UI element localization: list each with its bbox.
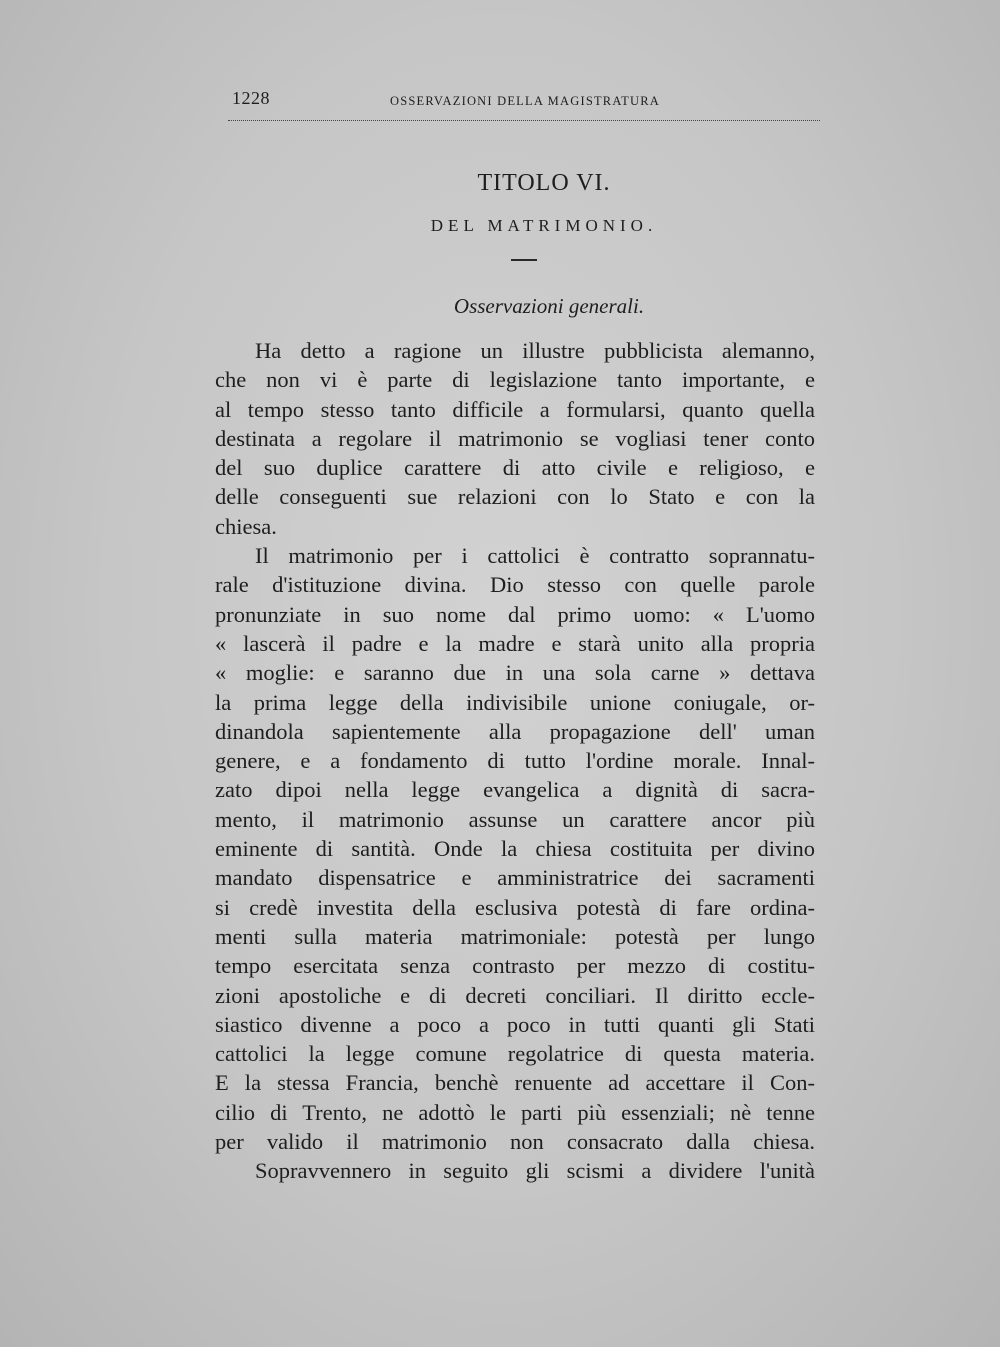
title-separator	[511, 259, 537, 261]
text-line: pronunziate in suo nome dal primo uomo: « L'uomo	[215, 601, 815, 627]
text-line: E la stessa Francia, benchè renuente ad accettare il Con-	[215, 1070, 815, 1096]
text-line: « lascerà il padre e la madre e starà unito alla propria	[215, 630, 815, 656]
text-line: la prima legge della indivisibile unione coniugale, or-	[215, 689, 815, 715]
chapter-subtitle: DEL MATRIMONIO.	[430, 216, 658, 235]
text-line: destinata a regolare il matrimonio se vogliasi tener conto	[215, 425, 815, 451]
section-heading: Osservazioni generali.	[453, 294, 645, 318]
text-line: cattolici la legge comune regolatrice di questa materia.	[215, 1041, 815, 1067]
text-line: zioni apostoliche e di decreti conciliari. Il diritto eccle-	[215, 982, 815, 1008]
running-title: OSSERVAZIONI DELLA MAGISTRATURA	[390, 94, 661, 108]
text-line: genere, e a fondamento di tutto l'ordine morale. Innal-	[215, 748, 815, 774]
body-text	[215, 336, 815, 1186]
text-line: cilio di Trento, ne adottò le parti più essenziali; nè tenne	[215, 1099, 815, 1125]
text-line: mento, il matrimonio assunse un carattere ancor più	[215, 806, 815, 832]
page-number: 1228	[232, 88, 270, 108]
text-line: Il matrimonio per i cattolici è contratto soprannatu-	[255, 543, 815, 569]
running-header	[228, 84, 820, 114]
text-line: zato dipoi nella legge evangelica a dignità di sacra-	[215, 777, 815, 803]
text-line: tempo esercitata senza contrasto per mezzo di costitu-	[215, 953, 815, 979]
text-line: siastico divenne a poco a poco in tutti quanti gli Stati	[215, 1011, 815, 1037]
text-line: chiesa.	[215, 513, 277, 539]
text-line: mandato dispensatrice e amministratrice dei sacramenti	[215, 865, 815, 891]
text-line: si credè investita della esclusiva potestà di fare ordina-	[215, 894, 815, 920]
text-line: eminente di santità. Onde la chiesa costituita per divino	[215, 836, 815, 862]
text-line: Ha detto a ragione un illustre pubblicista alemanno,	[255, 338, 815, 363]
text-line: Sopravvennero in seguito gli scismi a dividere l'unità	[255, 1158, 815, 1184]
text-line: al tempo stesso tanto difficile a formularsi, quanto quella	[215, 396, 815, 422]
chapter-title: TITOLO VI.	[477, 170, 611, 196]
text-line: del suo duplice carattere di atto civile e religioso, e	[215, 455, 815, 481]
text-line: che non vi è parte di legislazione tanto importante, e	[215, 367, 815, 393]
text-line: delle conseguenti sue relazioni con lo Stato e con la	[215, 484, 815, 510]
text-line: « moglie: e saranno due in una sola carne » dettava	[215, 660, 815, 686]
header-rule	[228, 120, 820, 121]
text-line: dinandola sapientemente alla propagazione dell' uman	[215, 718, 815, 744]
text-line: per valido il matrimonio non consacrato dalla chiesa.	[215, 1129, 815, 1155]
text-line: rale d'istituzione divina. Dio stesso con quelle parole	[215, 572, 815, 598]
text-line: menti sulla materia matrimoniale: potestà per lungo	[215, 923, 815, 949]
